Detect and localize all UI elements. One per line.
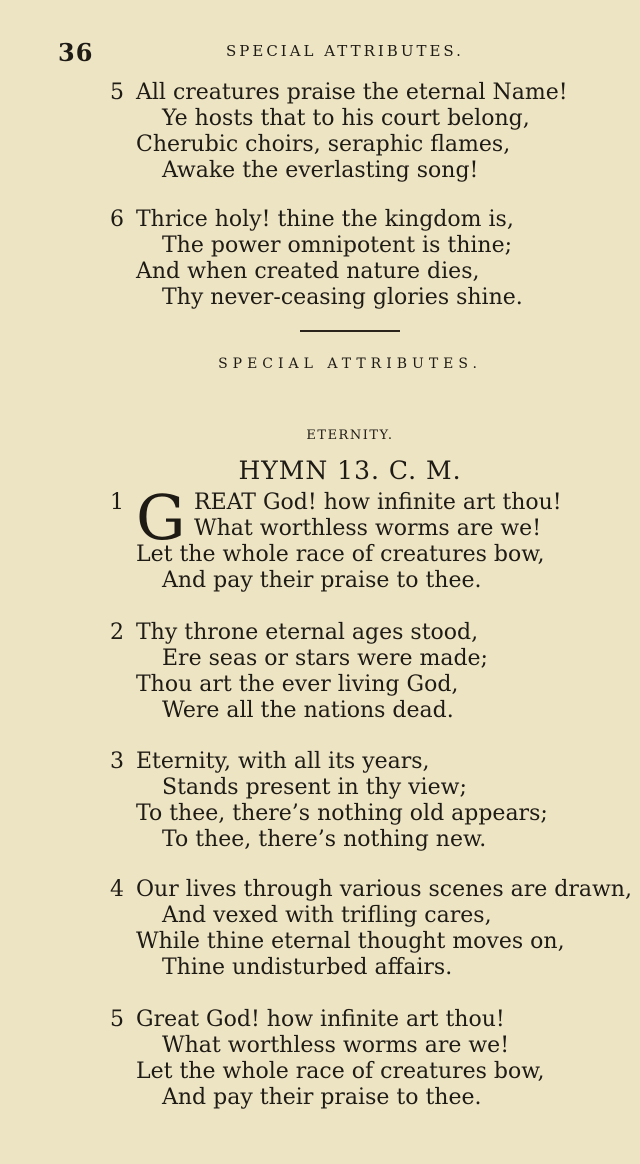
stanza-number: 6 [110, 207, 124, 232]
verse-line: What worthless worms are we! [162, 1033, 510, 1058]
verse-line: Thine undisturbed affairs. [162, 955, 453, 980]
verse-line: The power omnipotent is thine; [162, 233, 513, 258]
verse-line: Awake the everlasting song! [162, 158, 479, 183]
stanza-number: 1 [110, 490, 124, 515]
verse-line: Let the whole race of creatures bow, [136, 1059, 545, 1084]
divider-rule [300, 330, 400, 332]
page-number: 36 [58, 38, 94, 67]
verse-line: What worthless worms are we! [194, 516, 542, 541]
verse-line: 6 Thrice holy! thine the kingdom is, [110, 207, 514, 232]
verse-line: Ye hosts that to his court belong, [162, 106, 530, 131]
verse-line: 1 REAT God! how infinite art thou! [110, 490, 562, 515]
stanza-number: 3 [110, 749, 124, 774]
verse-line: 5 Great God! how infinite art thou! [110, 1007, 505, 1032]
verse-line: To thee, there’s nothing old appears; [136, 801, 548, 826]
stanza [110, 490, 638, 594]
stanza [110, 207, 638, 311]
verse-line: 5 All creatures praise the eternal Name! [110, 80, 568, 105]
verse-line: To thee, there’s nothing new. [162, 827, 487, 852]
verse-line: 2 Thy throne eternal ages stood, [110, 620, 479, 645]
verse-line: 3 Eternity, with all its years, [110, 749, 430, 774]
stanza-number: 4 [110, 877, 124, 902]
verse-line: Thou art the ever living God, [136, 672, 459, 697]
verse-line: 4 Our lives through various scenes are drawn, [110, 877, 632, 902]
verse-line: Let the whole race of creatures bow, [136, 542, 545, 567]
verse-line: Cherubic choirs, seraphic flames, [136, 132, 511, 157]
stanza [110, 877, 638, 981]
verse-line: And pay their praise to thee. [162, 1085, 482, 1110]
subheading: ETERNITY. [306, 428, 394, 443]
stanza-number: 5 [110, 1007, 124, 1032]
verse-line: Were all the nations dead. [162, 698, 454, 723]
stanza [110, 620, 638, 724]
hymn-title: HYMN 13. C. M. [238, 456, 462, 485]
stanza [110, 749, 638, 853]
verse-line: While thine eternal thought moves on, [136, 929, 565, 954]
stanza [110, 80, 638, 184]
verse-line: Stands present in thy view; [162, 775, 467, 800]
verse-line: And vexed with trifling cares, [162, 903, 492, 928]
stanza-number: 2 [110, 620, 124, 645]
section-title: SPECIAL ATTRIBUTES. [218, 356, 482, 372]
verse-line: Ere seas or stars were made; [162, 646, 488, 671]
drop-cap: G [136, 481, 186, 554]
stanza [110, 1007, 638, 1111]
verse-line: Thy never-ceasing glories shine. [162, 285, 523, 310]
verse-line: And pay their praise to thee. [162, 568, 482, 593]
stanza-number: 5 [110, 80, 124, 105]
verse-line: And when created nature dies, [136, 259, 480, 284]
running-head: SPECIAL ATTRIBUTES. [226, 42, 464, 60]
